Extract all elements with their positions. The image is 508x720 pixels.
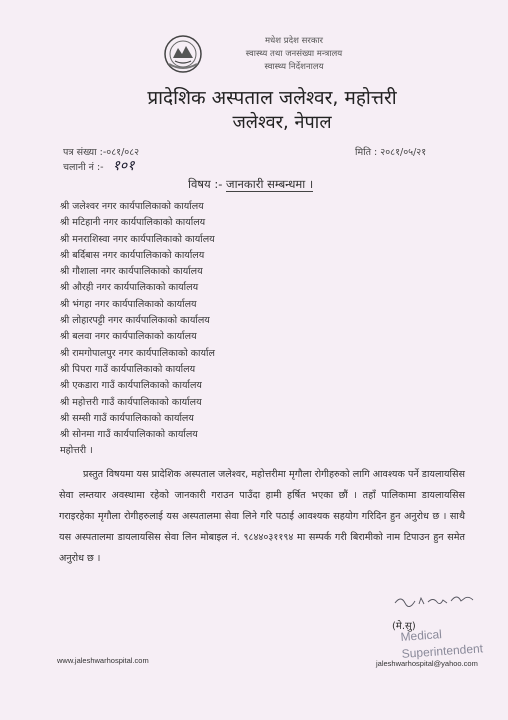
addressee-item: श्री भंगहा नगर कार्यपालिकाको कार्यालय (60, 298, 197, 310)
addressee-item: श्री जलेश्वर नगर कार्यपालिकाको कार्यालय (60, 201, 204, 212)
addressee-item: श्री मनराशिस्वा नगर कार्यपालिकाको कार्यालय (60, 233, 215, 245)
signature-image (393, 589, 475, 611)
letter-body: प्रस्तुत विषयमा यस प्रादेशिक अस्पताल जलेश्वर, महोत्तरीमा मृगौला रोगीहरुको लागि आवश्यक पर्ने डायलायसिस सेवा लम्तयार अवस्थामा रहेको जानकारी गराउन पाउँदा हामी हर्षित भएका छौं । तहाँ पालिकामा डायलायसिस गराइरहेका मृगौला रोगीहरुलाई यस अस्पतालमा सेवा लिने गरि पठाई आवश्यक सहयोग गरिदिन हुन अनुरोध छ । साथै यस अस्पतालमा डायलायसिस सेवा लिन मोबाइल नं. ९८४४०३११९४ मा सम्पर्क गरी बिरामीको नाम टिपाउन हुन समेत अनुरोध छ । (59, 469, 466, 564)
department-name: स्वास्थ्य निर्देशनालय (264, 62, 324, 72)
addressee-item: महोत्तरी । (60, 445, 93, 457)
addressee-list (60, 199, 215, 460)
subject-line (188, 177, 313, 192)
addressee-item: श्री महोत्तरी गाउँ कार्यपालिकाको कार्यालय (60, 396, 202, 408)
footer-website: www.jaleshwarhospital.com (57, 656, 149, 665)
stamp-line-medical: Medical (400, 627, 443, 644)
addressee-item: श्री एकडारा गाउँ कार्यपालिकाको कार्यालय (60, 380, 202, 392)
dispatch-number (63, 156, 134, 175)
addressee-item: श्री सम्सी गाउँ कार्यपालिकाको कार्यालय (60, 412, 194, 424)
hospital-city: जलेश्वर, नेपाल (232, 112, 332, 133)
dispatch-value: १०१ (112, 158, 135, 174)
government-name: मधेश प्रदेश सरकार (264, 36, 324, 46)
addressee-item: श्री गौशाला नगर कार्यपालिकाको कार्यालय (60, 266, 203, 278)
ministry-name: स्वास्थ्य तथा जनसंख्या मन्त्रालय (245, 49, 343, 59)
addressee-item: श्री बर्दिबास नगर कार्यपालिकाको कार्यालय (60, 249, 205, 261)
subject-value: जानकारी सम्बन्धमा । (226, 177, 314, 191)
stamp-line-superintendent: Superintendent (401, 641, 484, 661)
addressee-item: श्री रामगोपालपुर नगर कार्यपालिकाको कार्याल (60, 347, 215, 359)
addressee-item: श्री पिपरा गाउँ कार्यपालिकाको कार्यालय (60, 363, 196, 375)
footer-email: jaleshwarhospital@yahoo.com (376, 659, 478, 668)
addressee-item: श्री बलवा नगर कार्यपालिकाको कार्यालय (60, 331, 197, 343)
letter-date: मिति : २०८१/०५/२१ (355, 147, 427, 158)
letter-reference-number: पत्र संख्या :-०८१/०८२ (63, 147, 140, 158)
signatory-title: (मे.सु) (392, 621, 416, 632)
addressee-item: श्री सोनमा गाउँ कार्यपालिकाको कार्यालय (60, 429, 198, 441)
addressee-item: श्री लोहारपट्टी नगर कार्यपालिकाको कार्यालय (60, 315, 210, 327)
subject-label: विषय :- (188, 177, 223, 191)
dispatch-label: चलानी नं :- (63, 162, 104, 173)
hospital-name: प्रादेशिक अस्पताल जलेश्वर, महोत्तरी (147, 87, 397, 109)
addressee-item: श्री औरही नगर कार्यपालिकाको कार्यालय (60, 282, 199, 294)
official-stamp (400, 621, 508, 663)
addressee-item: श्री मटिहानी नगर कार्यपालिकाको कार्यालय (60, 217, 206, 229)
